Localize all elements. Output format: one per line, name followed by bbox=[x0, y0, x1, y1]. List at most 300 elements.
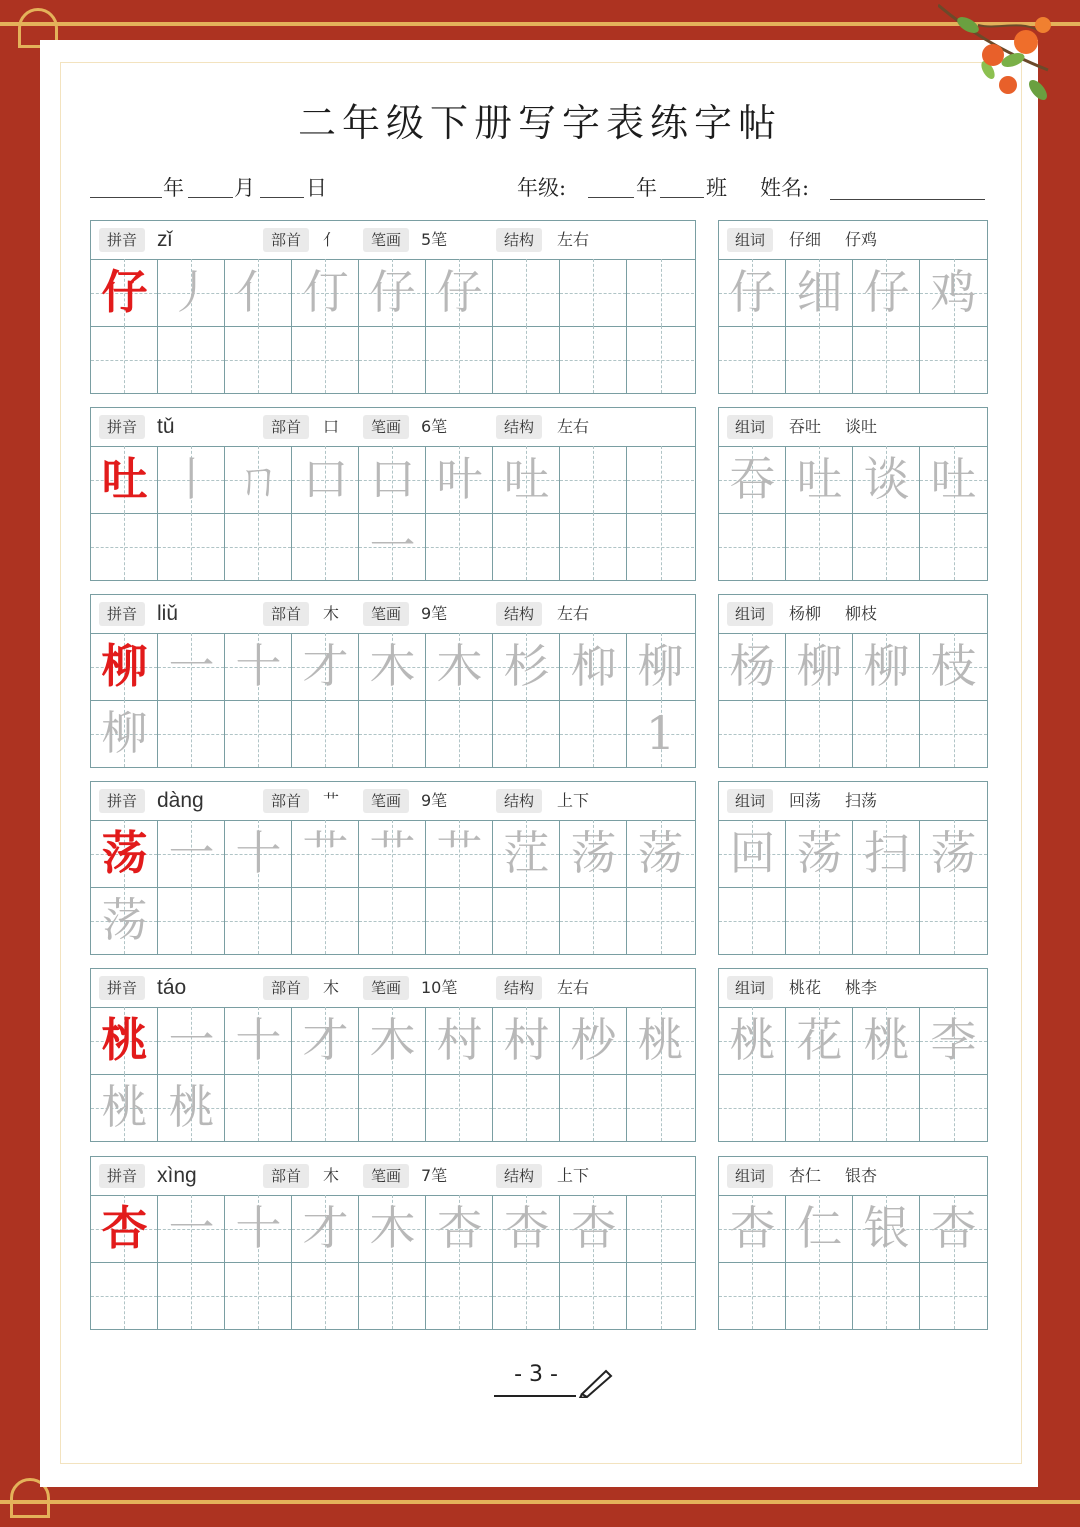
writing-cell[interactable] bbox=[359, 1007, 426, 1074]
writing-cell[interactable] bbox=[225, 513, 292, 580]
word-grid bbox=[719, 633, 987, 767]
strokes-value: 9笔 bbox=[421, 604, 448, 623]
word-header bbox=[719, 1157, 987, 1196]
word-header bbox=[719, 969, 987, 1008]
trace-character: 杪 bbox=[570, 1013, 617, 1067]
writing-cell[interactable] bbox=[158, 887, 225, 954]
trace-character: 吐 bbox=[503, 452, 550, 506]
writing-cell[interactable] bbox=[627, 513, 694, 580]
writing-cell[interactable] bbox=[920, 633, 987, 700]
year-blank bbox=[90, 197, 162, 198]
writing-cell[interactable] bbox=[560, 1074, 627, 1141]
practice-header bbox=[91, 595, 695, 634]
word-header bbox=[719, 221, 987, 260]
word-trace-character: 鸡 bbox=[930, 265, 977, 319]
writing-cell[interactable] bbox=[719, 633, 786, 700]
writing-cell[interactable] bbox=[786, 700, 853, 767]
word-trace-character: 李 bbox=[930, 1013, 977, 1067]
writing-cell[interactable] bbox=[359, 1262, 426, 1329]
writing-cell[interactable] bbox=[853, 633, 920, 700]
class-blank bbox=[660, 197, 704, 198]
trace-character: 杉 bbox=[503, 639, 550, 693]
structure-value: 上下 bbox=[557, 1166, 590, 1185]
writing-cell[interactable] bbox=[786, 1007, 853, 1074]
writing-cell[interactable] bbox=[225, 887, 292, 954]
word-block bbox=[718, 968, 988, 1142]
trace-character: 茳 bbox=[503, 826, 550, 880]
writing-cell[interactable] bbox=[853, 1074, 920, 1141]
trace-character: 桃 bbox=[101, 1080, 148, 1134]
writing-cell[interactable] bbox=[426, 259, 493, 326]
name-blank bbox=[830, 199, 985, 200]
writing-cell[interactable] bbox=[719, 326, 786, 393]
practice-grid bbox=[91, 259, 695, 393]
writing-cell[interactable] bbox=[359, 259, 426, 326]
writing-cell[interactable] bbox=[292, 1195, 359, 1262]
pinyin-value: tǔ bbox=[157, 415, 175, 438]
word-header bbox=[719, 595, 987, 634]
trace-character: 亻 bbox=[235, 265, 282, 319]
writing-cell[interactable] bbox=[158, 446, 225, 513]
word-1: 桃花 bbox=[789, 978, 822, 997]
practice-grid bbox=[91, 1007, 695, 1141]
writing-cell[interactable] bbox=[719, 513, 786, 580]
writing-cell[interactable] bbox=[920, 1007, 987, 1074]
writing-cell[interactable] bbox=[627, 633, 694, 760]
trace-character: 丿 bbox=[168, 265, 215, 319]
writing-cell[interactable] bbox=[359, 326, 426, 393]
class-label: 班 bbox=[706, 176, 727, 200]
writing-cell[interactable] bbox=[920, 446, 987, 513]
writing-cell[interactable] bbox=[920, 1262, 987, 1329]
writing-cell[interactable] bbox=[853, 700, 920, 767]
word-grid bbox=[719, 259, 987, 393]
trace-character: 木 bbox=[369, 1013, 416, 1067]
word-2: 桃李 bbox=[845, 978, 878, 997]
structure-tag: 结构 bbox=[496, 228, 542, 252]
writing-cell[interactable] bbox=[292, 1007, 359, 1074]
trace-character: 才 bbox=[302, 639, 349, 693]
pinyin-value: xìng bbox=[157, 1164, 197, 1187]
writing-cell[interactable] bbox=[627, 1195, 694, 1262]
radical-tag: 部首 bbox=[263, 976, 309, 1000]
trace-character: 桃 bbox=[168, 1080, 215, 1134]
word-1: 杨柳 bbox=[789, 604, 822, 623]
writing-cell[interactable] bbox=[225, 1007, 292, 1074]
structure-tag: 结构 bbox=[496, 976, 542, 1000]
writing-cell[interactable] bbox=[91, 513, 158, 580]
word-trace-character: 杏 bbox=[930, 1201, 977, 1255]
word-1: 回荡 bbox=[789, 791, 822, 810]
writing-cell[interactable] bbox=[158, 1195, 225, 1262]
writing-cell[interactable] bbox=[292, 1262, 359, 1329]
writing-cell[interactable] bbox=[560, 1007, 627, 1074]
pinyin-value: dàng bbox=[157, 789, 204, 812]
writing-cell[interactable] bbox=[359, 700, 426, 767]
trace-character: 荡 bbox=[637, 826, 684, 880]
writing-cell[interactable] bbox=[560, 1262, 627, 1329]
writing-cell[interactable] bbox=[426, 633, 493, 700]
writing-cell[interactable] bbox=[158, 513, 225, 580]
writing-cell[interactable] bbox=[359, 1195, 426, 1262]
writing-cell[interactable] bbox=[627, 446, 694, 513]
writing-cell[interactable] bbox=[426, 1007, 493, 1074]
day-blank bbox=[260, 197, 304, 198]
writing-cell[interactable] bbox=[719, 1195, 786, 1262]
writing-cell[interactable] bbox=[292, 513, 359, 580]
trace-character: 柳 bbox=[101, 706, 148, 760]
writing-cell[interactable] bbox=[493, 887, 560, 954]
writing-cell[interactable] bbox=[292, 820, 359, 887]
writing-cell[interactable] bbox=[920, 820, 987, 887]
writing-cell[interactable] bbox=[560, 259, 627, 326]
word-trace-character: 扫 bbox=[863, 826, 910, 880]
trace-character: 口一 bbox=[369, 452, 416, 573]
writing-cell[interactable] bbox=[225, 446, 292, 513]
writing-cell[interactable] bbox=[560, 887, 627, 954]
name-label: 姓名: bbox=[760, 176, 810, 200]
writing-cell[interactable] bbox=[786, 513, 853, 580]
writing-cell[interactable] bbox=[719, 1074, 786, 1141]
word-block bbox=[718, 781, 988, 955]
writing-cell[interactable] bbox=[225, 1074, 292, 1141]
pinyin-tag: 拼音 bbox=[99, 415, 145, 439]
word-trace-character: 银 bbox=[863, 1201, 910, 1255]
writing-cell[interactable] bbox=[719, 446, 786, 513]
writing-cell[interactable] bbox=[786, 633, 853, 700]
writing-cell[interactable] bbox=[426, 1262, 493, 1329]
writing-cell[interactable] bbox=[560, 700, 627, 767]
writing-cell[interactable] bbox=[158, 1074, 225, 1141]
writing-cell[interactable] bbox=[719, 1007, 786, 1074]
writing-cell[interactable] bbox=[292, 700, 359, 767]
word-block bbox=[718, 407, 988, 581]
writing-cell[interactable] bbox=[426, 1195, 493, 1262]
writing-cell[interactable] bbox=[719, 700, 786, 767]
writing-cell[interactable] bbox=[560, 446, 627, 513]
writing-cell[interactable] bbox=[359, 446, 426, 573]
writing-cell[interactable] bbox=[920, 326, 987, 393]
word-trace-character: 仔 bbox=[729, 265, 776, 319]
writing-cell[interactable] bbox=[853, 446, 920, 513]
words-tag: 组词 bbox=[727, 228, 773, 252]
writing-cell[interactable] bbox=[225, 259, 292, 326]
writing-cell[interactable] bbox=[627, 887, 694, 954]
writing-cell[interactable] bbox=[225, 700, 292, 767]
writing-cell[interactable] bbox=[292, 326, 359, 393]
writing-cell[interactable] bbox=[493, 326, 560, 393]
word-trace-character: 吞 bbox=[729, 452, 776, 506]
top-gold-border bbox=[0, 22, 1080, 26]
trace-character: 一 bbox=[168, 1013, 215, 1067]
trace-character: 村 bbox=[503, 1013, 550, 1067]
writing-cell[interactable] bbox=[786, 820, 853, 887]
words-tag: 组词 bbox=[727, 1164, 773, 1188]
writing-cell[interactable] bbox=[560, 326, 627, 393]
writing-cell[interactable] bbox=[719, 1262, 786, 1329]
pinyin-tag: 拼音 bbox=[99, 228, 145, 252]
writing-cell[interactable] bbox=[853, 326, 920, 393]
pinyin-value: táo bbox=[157, 976, 187, 999]
trace-character: 杏 bbox=[503, 1201, 550, 1255]
trace-character: 荡 bbox=[101, 893, 148, 947]
writing-cell[interactable] bbox=[359, 887, 426, 954]
month-label: 月 bbox=[234, 176, 255, 200]
word-2: 银杏 bbox=[845, 1166, 878, 1185]
strokes-value: 6笔 bbox=[421, 417, 448, 436]
writing-cell[interactable] bbox=[719, 820, 786, 887]
trace-character: 木 bbox=[369, 639, 416, 693]
strokes-tag: 笔画 bbox=[363, 1164, 409, 1188]
writing-cell[interactable] bbox=[158, 1007, 225, 1074]
pinyin-tag: 拼音 bbox=[99, 602, 145, 626]
writing-cell[interactable] bbox=[786, 1195, 853, 1262]
writing-cell[interactable] bbox=[920, 700, 987, 767]
writing-cell[interactable] bbox=[91, 700, 158, 767]
word-grid bbox=[719, 820, 987, 954]
writing-cell[interactable] bbox=[426, 820, 493, 887]
writing-cell[interactable] bbox=[426, 326, 493, 393]
writing-cell[interactable] bbox=[560, 820, 627, 887]
trace-character: 一 bbox=[168, 639, 215, 693]
writing-cell[interactable] bbox=[560, 513, 627, 580]
trace-character: 十 bbox=[235, 826, 282, 880]
writing-cell[interactable] bbox=[627, 820, 694, 887]
writing-cell[interactable] bbox=[292, 633, 359, 700]
trace-character: 仔 bbox=[369, 265, 416, 319]
writing-cell[interactable] bbox=[158, 259, 225, 326]
practice-block bbox=[90, 220, 696, 394]
word-trace-character: 荡 bbox=[796, 826, 843, 880]
word-block bbox=[718, 220, 988, 394]
writing-cell[interactable] bbox=[493, 1007, 560, 1074]
structure-value: 左右 bbox=[557, 417, 590, 436]
writing-cell[interactable] bbox=[225, 633, 292, 700]
model-character: 仔 bbox=[101, 265, 148, 319]
writing-cell[interactable] bbox=[920, 887, 987, 954]
writing-cell[interactable] bbox=[158, 1262, 225, 1329]
radical-tag: 部首 bbox=[263, 228, 309, 252]
writing-cell[interactable] bbox=[786, 1262, 853, 1329]
writing-cell[interactable] bbox=[560, 1195, 627, 1262]
trace-character: 桃 bbox=[637, 1013, 684, 1067]
writing-cell[interactable] bbox=[91, 1007, 158, 1074]
page-title: 二年级下册写字表练字帖 bbox=[297, 101, 782, 145]
writing-cell[interactable] bbox=[292, 1074, 359, 1141]
writing-cell[interactable] bbox=[158, 633, 225, 700]
pinyin-tag: 拼音 bbox=[99, 1164, 145, 1188]
writing-cell[interactable] bbox=[493, 446, 560, 513]
trace-character: 一 bbox=[168, 826, 215, 880]
writing-cell[interactable] bbox=[493, 259, 560, 326]
month-blank bbox=[188, 197, 233, 198]
model-character: 桃 bbox=[101, 1013, 148, 1067]
writing-cell[interactable] bbox=[493, 1262, 560, 1329]
trace-character: ㄇ bbox=[235, 452, 282, 506]
writing-cell[interactable] bbox=[493, 1074, 560, 1141]
writing-cell[interactable] bbox=[493, 633, 560, 700]
word-trace-character: 细 bbox=[796, 265, 843, 319]
structure-value: 上下 bbox=[557, 791, 590, 810]
practice-grid bbox=[91, 1195, 695, 1329]
word-trace-character: 荡 bbox=[930, 826, 977, 880]
writing-cell[interactable] bbox=[426, 446, 493, 513]
trace-character: 艹 bbox=[436, 826, 483, 880]
writing-cell[interactable] bbox=[91, 1074, 158, 1141]
writing-cell[interactable] bbox=[853, 259, 920, 326]
writing-cell[interactable] bbox=[853, 1007, 920, 1074]
word-header bbox=[719, 408, 987, 447]
grade-year-label: 年 bbox=[636, 176, 657, 200]
trace-character: 艹 bbox=[369, 826, 416, 880]
practice-header bbox=[91, 221, 695, 260]
writing-cell[interactable] bbox=[493, 820, 560, 887]
practice-header bbox=[91, 969, 695, 1008]
page-number: - 3 - bbox=[514, 1362, 558, 1387]
word-grid bbox=[719, 1195, 987, 1329]
writing-cell[interactable] bbox=[426, 887, 493, 954]
writing-cell[interactable] bbox=[719, 259, 786, 326]
strokes-tag: 笔画 bbox=[363, 415, 409, 439]
writing-cell[interactable] bbox=[627, 1262, 694, 1329]
writing-cell[interactable] bbox=[91, 1262, 158, 1329]
structure-value: 左右 bbox=[557, 978, 590, 997]
structure-tag: 结构 bbox=[496, 1164, 542, 1188]
practice-grid bbox=[91, 633, 695, 767]
writing-cell[interactable] bbox=[426, 700, 493, 767]
writing-cell[interactable] bbox=[853, 820, 920, 887]
writing-cell[interactable] bbox=[786, 1074, 853, 1141]
word-1: 杏仁 bbox=[789, 1166, 822, 1185]
writing-cell[interactable] bbox=[91, 633, 158, 700]
word-trace-character: 谈 bbox=[863, 452, 910, 506]
word-trace-character: 柳 bbox=[796, 639, 843, 693]
word-grid bbox=[719, 446, 987, 580]
pen-icon bbox=[578, 1368, 614, 1398]
writing-cell[interactable] bbox=[719, 887, 786, 954]
writing-cell[interactable] bbox=[91, 259, 158, 326]
writing-cell[interactable] bbox=[920, 259, 987, 326]
word-block bbox=[718, 1156, 988, 1330]
writing-cell[interactable] bbox=[158, 700, 225, 767]
structure-tag: 结构 bbox=[496, 602, 542, 626]
writing-cell[interactable] bbox=[853, 513, 920, 580]
pinyin-tag: 拼音 bbox=[99, 789, 145, 813]
writing-cell[interactable] bbox=[786, 887, 853, 954]
strokes-tag: 笔画 bbox=[363, 789, 409, 813]
word-trace-character: 枝 bbox=[930, 639, 977, 693]
writing-cell[interactable] bbox=[627, 1074, 694, 1141]
writing-cell[interactable] bbox=[786, 259, 853, 326]
writing-cell[interactable] bbox=[627, 326, 694, 393]
writing-cell[interactable] bbox=[225, 820, 292, 887]
writing-cell[interactable] bbox=[426, 513, 493, 580]
writing-cell[interactable] bbox=[91, 326, 158, 393]
writing-cell[interactable] bbox=[920, 1074, 987, 1141]
word-2: 仔鸡 bbox=[845, 230, 878, 249]
writing-cell[interactable] bbox=[493, 513, 560, 580]
strokes-value: 10笔 bbox=[421, 978, 458, 997]
writing-cell[interactable] bbox=[292, 887, 359, 954]
writing-cell[interactable] bbox=[158, 326, 225, 393]
word-trace-character: 花 bbox=[796, 1013, 843, 1067]
trace-character: 艹 bbox=[302, 826, 349, 880]
writing-cell[interactable] bbox=[786, 326, 853, 393]
writing-cell[interactable] bbox=[493, 700, 560, 767]
writing-cell[interactable] bbox=[853, 1195, 920, 1262]
trace-character: 杏 bbox=[436, 1201, 483, 1255]
radical-value: 木 bbox=[323, 978, 340, 997]
writing-cell[interactable] bbox=[920, 513, 987, 580]
words-tag: 组词 bbox=[727, 415, 773, 439]
practice-grid bbox=[91, 820, 695, 954]
radical-value: 木 bbox=[323, 1166, 340, 1185]
practice-block bbox=[90, 781, 696, 955]
writing-cell[interactable] bbox=[359, 820, 426, 887]
writing-cell[interactable] bbox=[493, 1195, 560, 1262]
strokes-tag: 笔画 bbox=[363, 228, 409, 252]
writing-cell[interactable] bbox=[359, 633, 426, 700]
strokes-value: 7笔 bbox=[421, 1166, 448, 1185]
structure-tag: 结构 bbox=[496, 789, 542, 813]
writing-cell[interactable] bbox=[225, 326, 292, 393]
practice-grid bbox=[91, 446, 695, 580]
day-label: 日 bbox=[306, 176, 327, 200]
writing-cell[interactable] bbox=[225, 1262, 292, 1329]
strokes-tag: 笔画 bbox=[363, 602, 409, 626]
writing-cell[interactable] bbox=[786, 446, 853, 513]
word-trace-character: 回 bbox=[729, 826, 776, 880]
trace-character: 叶 bbox=[436, 452, 483, 506]
writing-cell[interactable] bbox=[627, 1007, 694, 1074]
writing-cell[interactable] bbox=[91, 887, 158, 954]
radical-value: 木 bbox=[323, 604, 340, 623]
word-trace-character: 桃 bbox=[863, 1013, 910, 1067]
practice-header bbox=[91, 782, 695, 821]
writing-cell[interactable] bbox=[292, 259, 359, 326]
writing-cell[interactable] bbox=[225, 1195, 292, 1262]
pinyin-value: liǔ bbox=[157, 602, 179, 625]
trace-character: 枊 bbox=[570, 639, 617, 693]
writing-cell[interactable] bbox=[91, 446, 158, 513]
structure-value: 左右 bbox=[557, 604, 590, 623]
radical-value: 口 bbox=[323, 417, 340, 436]
writing-cell[interactable] bbox=[853, 887, 920, 954]
writing-cell[interactable] bbox=[920, 1195, 987, 1262]
practice-block bbox=[90, 968, 696, 1142]
trace-character: 木 bbox=[369, 1201, 416, 1255]
word-1: 仔细 bbox=[789, 230, 822, 249]
trace-character: 丨 bbox=[168, 452, 215, 506]
writing-cell[interactable] bbox=[560, 633, 627, 700]
page-number-underline bbox=[494, 1395, 576, 1397]
writing-cell[interactable] bbox=[627, 259, 694, 326]
writing-cell[interactable] bbox=[158, 820, 225, 887]
grade-label: 年级: bbox=[517, 176, 567, 200]
writing-cell[interactable] bbox=[359, 1074, 426, 1141]
writing-cell[interactable] bbox=[853, 1262, 920, 1329]
writing-cell[interactable] bbox=[292, 446, 359, 513]
words-tag: 组词 bbox=[727, 602, 773, 626]
pinyin-value: zǐ bbox=[157, 228, 173, 251]
word-trace-character: 吐 bbox=[796, 452, 843, 506]
writing-cell[interactable] bbox=[91, 1195, 158, 1262]
writing-cell[interactable] bbox=[91, 820, 158, 887]
practice-block bbox=[90, 1156, 696, 1330]
trace-character: 柳1 bbox=[637, 639, 684, 760]
writing-cell[interactable] bbox=[426, 1074, 493, 1141]
bottom-gold-border bbox=[0, 1500, 1080, 1504]
